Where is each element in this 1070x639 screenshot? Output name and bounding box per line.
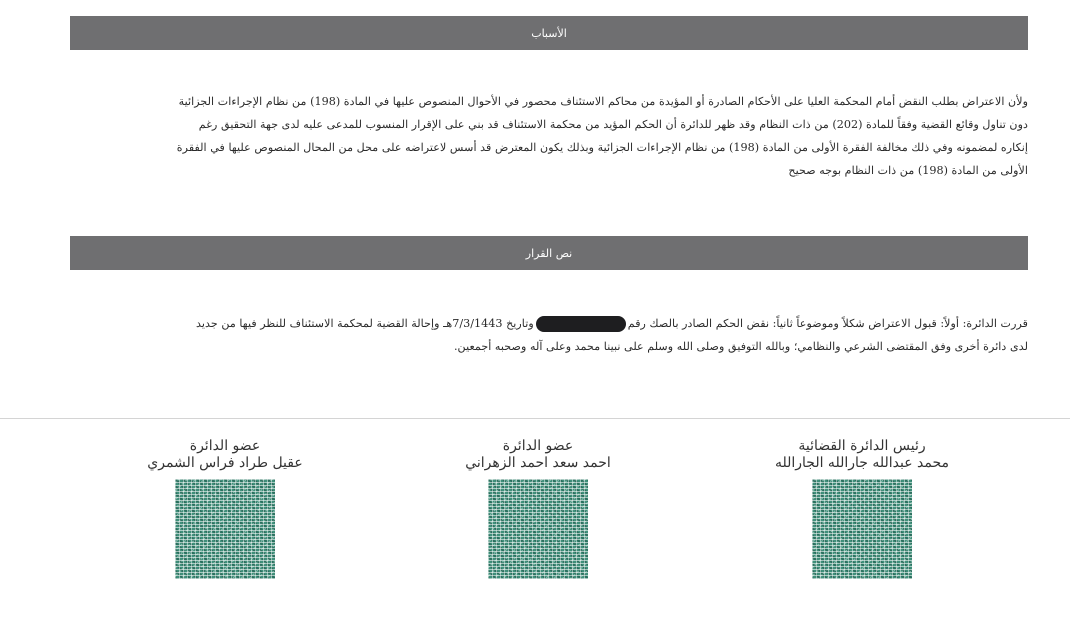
reasons-line: دون تناول وقائع القضية وفقاً للمادة (202) من ذات النظام وقد ظهر للدائرة أن الحكم المؤيد من محكمة الاستئناف قد بني على الإقرار المنسوب للمدعى عليه لدى جهة التحقيق رغم — [198, 118, 1028, 131]
decision-section-title: نص القرار — [525, 246, 573, 260]
decision-text-start: قررت الدائرة: أولاً: قبول الاعتراض شكلاً وموضوعاً ثانياً: نقض الحكم الصادر بالصك رقم — [627, 317, 1028, 330]
reasons-section-header — [70, 16, 1028, 50]
qr-code-icon — [488, 479, 588, 579]
signer-role: رئيس الدائرة القضائية — [798, 438, 926, 454]
signature-divider — [0, 418, 1070, 419]
decision-paragraph — [70, 312, 1028, 358]
signature-block-member — [418, 438, 658, 579]
signature-block-member — [105, 438, 345, 579]
qr-code-icon — [812, 479, 912, 579]
reasons-line: ولأن الاعتراض بطلب النقض أمام المحكمة العليا على الأحكام الصادرة أو المؤيدة من محاكم الاستئناف محصور في الأحوال المنصوص عليها في المادة (198) من نظام الإجراءات الجزائية — [178, 95, 1028, 108]
signer-name: عقيل طراد فراس الشمري — [147, 455, 303, 471]
redacted-block — [536, 316, 626, 332]
signer-name: محمد عبدالله جارالله الجارالله — [774, 455, 950, 471]
decision-line: لدى دائرة أخرى وفق المقتضى الشرعي والنظامي؛ وبالله التوفيق وصلى الله وسلم على نبينا محمد وعلى آله وصحبه أجمعين. — [454, 340, 1028, 353]
reasons-section-title: الأسباب — [531, 26, 567, 40]
reasons-line: الأولى من المادة (198) من ذات النظام بوجه صحيح — [788, 164, 1028, 177]
qr-code-icon — [175, 479, 275, 579]
decision-section-header — [70, 236, 1028, 270]
decision-line — [70, 312, 1028, 335]
signature-block-president — [742, 438, 982, 579]
decision-text-end: وتاريخ 7/3/1443هـ وإحالة القضية لمحكمة الاستئناف للنظر فيها من جديد — [195, 317, 534, 330]
signer-role: عضو الدائرة — [189, 438, 261, 454]
reasons-paragraph — [70, 90, 1028, 182]
signer-role: عضو الدائرة — [502, 438, 574, 454]
reasons-line: إنكاره لمضمونه وفي ذلك مخالفة الفقرة الأولى من المادة (198) من نظام الإجراءات الجزائية وبذلك يكون المعترض قد أسس لاعتراضه على محل من المحال المنصوص عليها في الفقرة — [176, 141, 1028, 154]
signer-name: احمد سعد احمد الزهراني — [465, 455, 611, 471]
